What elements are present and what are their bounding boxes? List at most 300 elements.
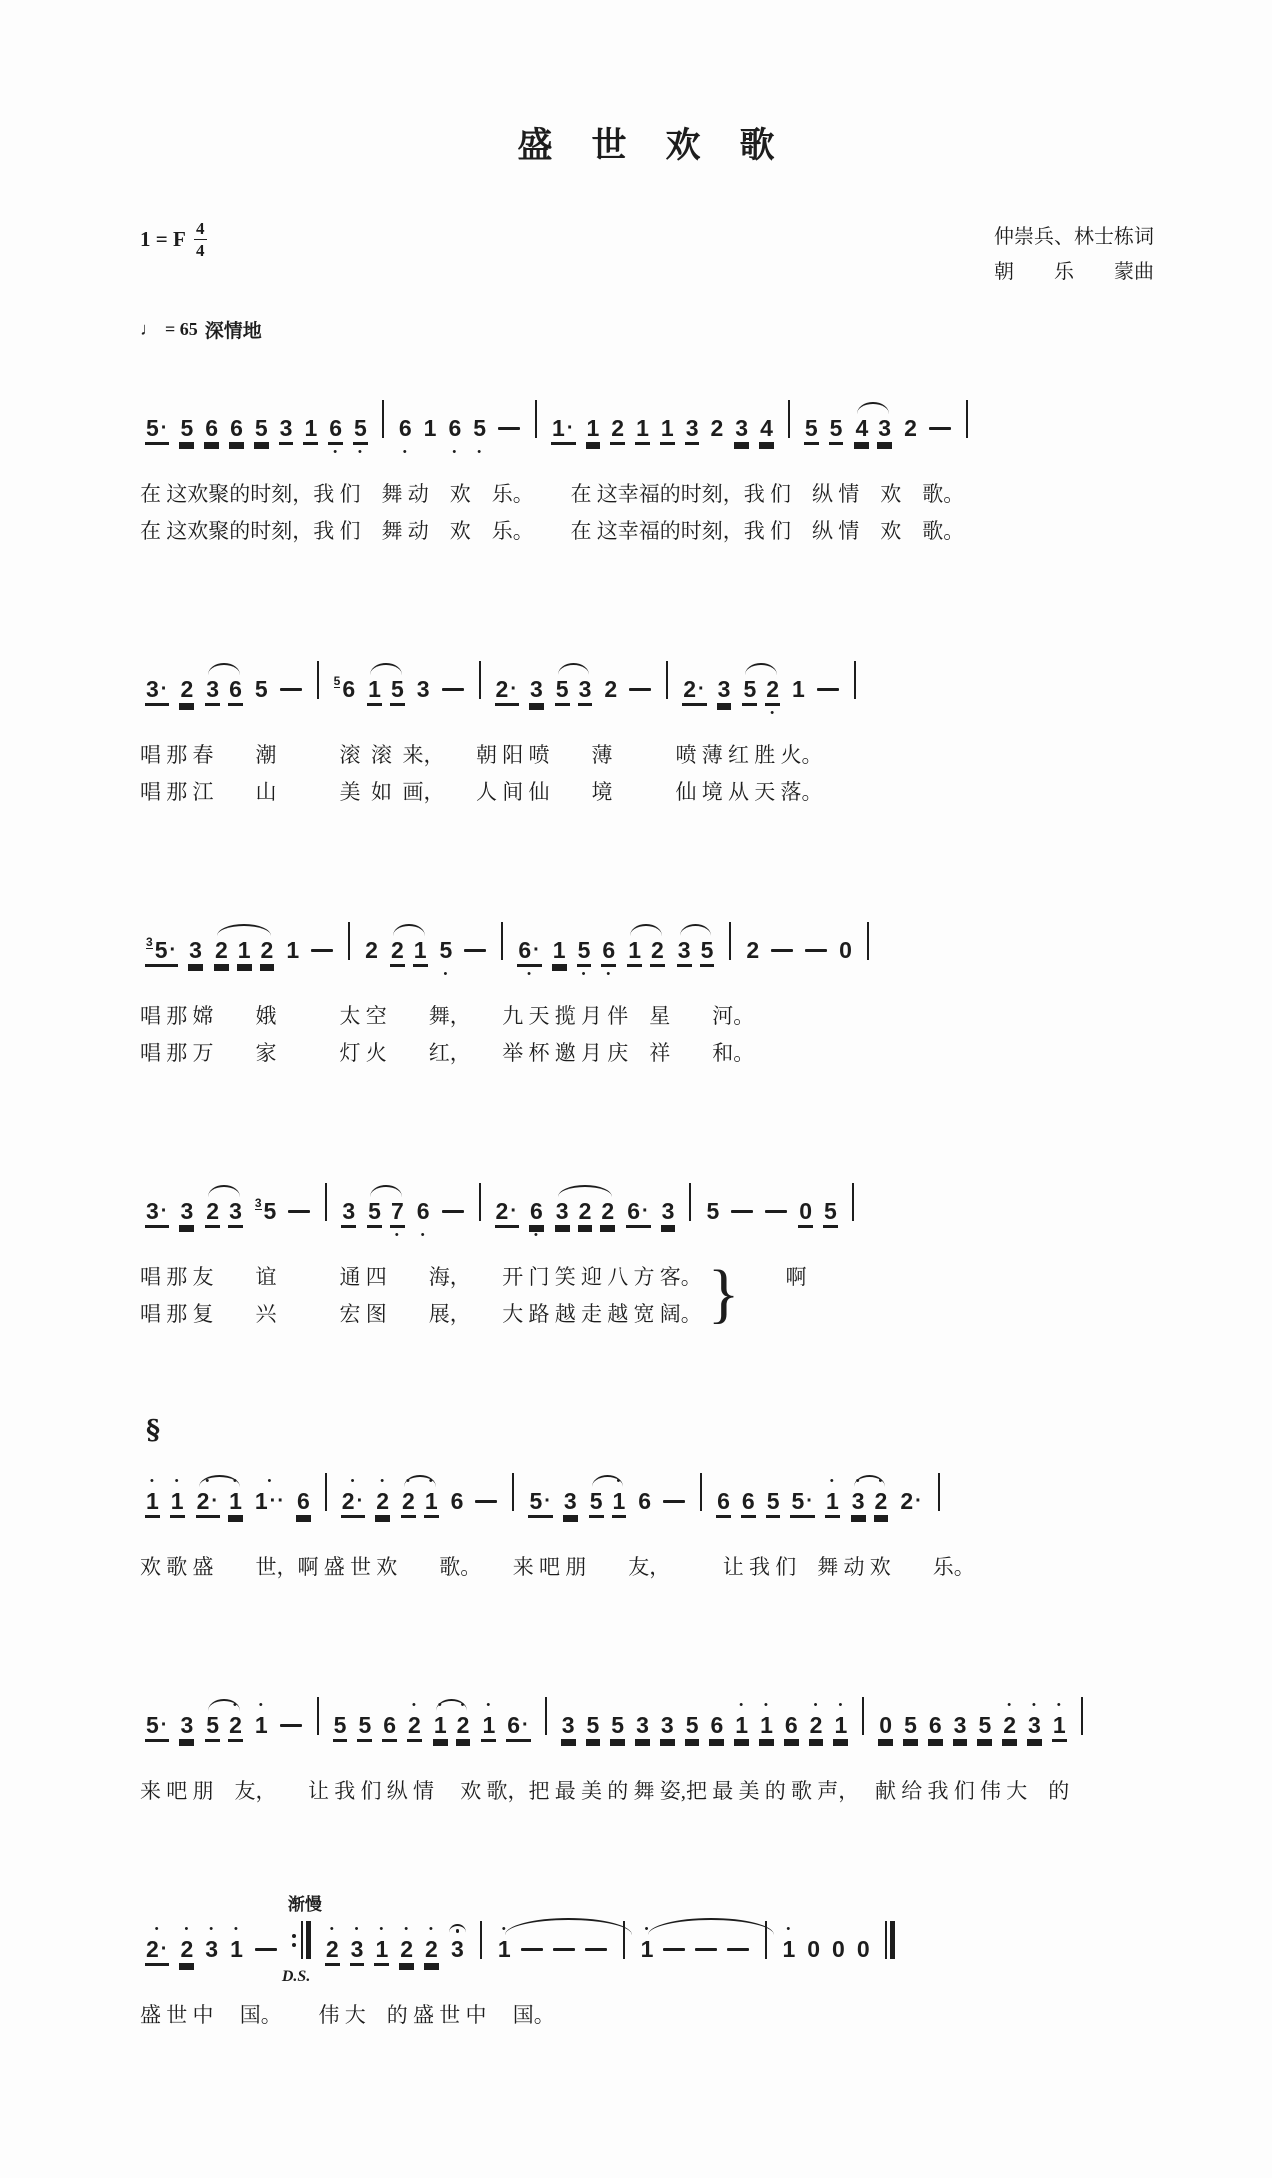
music-system <box>140 373 1154 550</box>
augmentation-dot: · <box>160 1938 169 1960</box>
annotation-ds: D.S. <box>281 1968 311 1985</box>
note <box>433 1700 448 1757</box>
note <box>495 664 519 721</box>
note-value: 5 · <box>146 415 169 441</box>
note-value: 4 <box>760 415 773 441</box>
grace-note: 5 <box>333 674 341 688</box>
music-line <box>140 895 1154 982</box>
note <box>742 664 757 721</box>
note <box>626 1186 650 1243</box>
note <box>382 1700 397 1757</box>
note-upper: • <box>486 1699 492 1711</box>
note <box>953 1700 968 1757</box>
note-upper: • <box>644 1923 650 1935</box>
note-upper: • <box>501 1923 507 1935</box>
slur-group <box>551 664 597 721</box>
lyric-column <box>140 476 964 550</box>
note-value: 2 <box>904 415 917 441</box>
note-value: 1 <box>375 1936 389 1962</box>
barline <box>535 403 537 438</box>
note-value: 5 <box>206 1712 220 1738</box>
duration-dash <box>279 664 303 721</box>
note-upper: • <box>813 1699 819 1711</box>
note <box>416 1186 431 1243</box>
note <box>229 403 244 460</box>
note <box>450 1476 465 1533</box>
duration-dash <box>474 1476 498 1533</box>
note <box>831 1924 846 1981</box>
note-value: 2 <box>402 1488 415 1514</box>
duration-dash <box>497 403 521 460</box>
note-value: 1 ·· <box>254 1488 285 1514</box>
note-value: 3 5 <box>254 1196 277 1224</box>
duration-dash <box>520 1924 544 1981</box>
note <box>228 1476 243 1533</box>
barline <box>382 403 384 438</box>
note <box>145 1700 169 1757</box>
note <box>179 1924 194 1981</box>
note-value: 3 <box>342 1198 356 1224</box>
music-system <box>140 1156 1154 1333</box>
fermata-icon <box>449 1924 466 1935</box>
note <box>333 664 356 721</box>
note-value: 2 <box>710 415 724 441</box>
barline <box>348 925 350 960</box>
lyric-row: 欢 歌 盛 世，啊 盛 世 欢 歌。 来 吧 朋 友， 让 我 们 舞 动 欢 乐。 <box>140 1555 975 1579</box>
lyric-row: 唱 那 复 兴 宏 图 展， 大 路 越 走 越 宽 阔。 <box>140 1302 702 1326</box>
note <box>833 1700 848 1757</box>
note-value: 3 <box>953 1712 967 1738</box>
note-value: 2 <box>1003 1712 1017 1738</box>
barline <box>325 1186 327 1221</box>
note <box>903 1700 918 1757</box>
note-upper: • <box>205 1475 211 1487</box>
note-value: 3 <box>735 415 749 441</box>
barline <box>700 1476 702 1511</box>
note <box>661 1186 676 1243</box>
barline <box>317 1700 319 1735</box>
note-value: 6 <box>296 1488 310 1514</box>
lyric-column <box>140 1997 555 2034</box>
note-value: 5 <box>685 1712 699 1738</box>
note-value: 6 <box>741 1488 755 1514</box>
lyric-row: 在 这欢聚的时刻，我 们 舞 动 欢 乐。 在 这幸福的时刻，我 们 纵 情 欢 歌。 <box>140 519 965 543</box>
note <box>341 1186 356 1243</box>
note-upper: • <box>838 1699 844 1711</box>
slur-group <box>201 664 247 721</box>
note-value: 1 <box>640 1936 654 1962</box>
note <box>416 664 431 721</box>
note-value: 5 · <box>146 1712 169 1738</box>
note-value: 7 <box>390 1198 404 1224</box>
note-value: 2 <box>408 1712 421 1738</box>
music-system <box>140 1894 1154 2034</box>
lyric-row: 唱 那 嫦 娥 太 空 舞， 九 天 揽 月 伴 星 河。 <box>140 1004 755 1028</box>
note <box>374 1924 389 1981</box>
music-line <box>140 634 1154 721</box>
note <box>600 1186 615 1243</box>
duration-dash <box>816 664 840 721</box>
duration-dash <box>310 925 334 982</box>
note <box>214 925 229 982</box>
tie-group <box>493 1924 612 1981</box>
segno-icon: § <box>146 1415 161 1446</box>
barline <box>729 925 731 960</box>
note-value: 5 <box>368 1198 381 1224</box>
note-value: 1 <box>825 1488 839 1514</box>
note <box>350 1924 365 1981</box>
note-value: 1 <box>1052 1712 1066 1738</box>
note <box>660 1700 675 1757</box>
note <box>145 664 169 721</box>
note-value: 3 <box>279 415 293 441</box>
note-value: 6 <box>928 1712 942 1738</box>
note-value: 2 <box>601 1198 615 1224</box>
note-value: 6 · <box>627 1198 650 1224</box>
note-value: 5 <box>743 676 757 702</box>
lyrics-block <box>140 1259 1154 1333</box>
duration-dash <box>441 664 465 721</box>
note <box>296 1476 311 1533</box>
slur-group <box>363 664 409 721</box>
barline <box>480 1924 482 1959</box>
note-value: 6 <box>416 1198 430 1224</box>
duration-dash <box>770 925 794 982</box>
note <box>734 1700 749 1757</box>
note-upper: • <box>855 1475 861 1487</box>
note-upper: • <box>406 1475 411 1487</box>
note <box>145 925 178 982</box>
tempo-marking <box>140 316 1154 343</box>
music-line <box>140 1670 1154 1757</box>
note <box>399 1924 414 1981</box>
note <box>390 664 405 721</box>
note <box>612 1476 627 1533</box>
note-value: 5 <box>390 676 404 702</box>
note <box>205 1186 220 1243</box>
note-lower: • <box>770 707 776 719</box>
note-value: 3 <box>180 1712 194 1738</box>
note <box>798 1186 813 1243</box>
note <box>589 1476 604 1533</box>
lyric-row: 在 这欢聚的时刻，我 们 舞 动 欢 乐。 在 这幸福的时刻，我 们 纵 情 欢 歌。 <box>140 482 965 506</box>
note <box>205 1700 220 1757</box>
note-value: 6 <box>329 415 343 441</box>
note-upper: • <box>154 1923 160 1935</box>
barline <box>867 925 869 960</box>
lyric-column <box>140 1773 1069 1810</box>
note-value: 0 <box>799 1198 813 1224</box>
note-upper: • <box>878 1475 884 1487</box>
note-value: 5 <box>589 1488 603 1514</box>
lyric-tail: 啊 <box>785 1265 807 1289</box>
duration-dash <box>254 1924 278 1981</box>
note <box>333 1700 348 1757</box>
note-value: 1 <box>423 415 437 441</box>
note-value: 5 <box>611 1712 625 1738</box>
augmentation-dot: · <box>160 678 169 700</box>
note-value: 5 <box>333 1712 347 1738</box>
barline <box>854 664 856 699</box>
score-body <box>140 373 1154 2034</box>
note <box>423 403 438 460</box>
augmentation-dot: · <box>566 417 575 439</box>
note <box>260 925 275 982</box>
barline <box>966 403 968 438</box>
note-value: 3 <box>205 1936 219 1962</box>
note <box>325 1924 340 1981</box>
note-value: 3 <box>416 676 430 702</box>
note-value: 5 <box>473 415 487 441</box>
note <box>413 925 428 982</box>
augmentation-dot: · <box>211 1490 220 1512</box>
lyric-row: 来 吧 朋 友， 让 我 们 纵 情 欢 歌，把 最 美 的 舞 姿,把 最 美 的 歌 声， 献 给 我 们 伟 大 的 <box>140 1779 1070 1803</box>
note <box>254 1186 277 1243</box>
note <box>367 1186 382 1243</box>
note-value: 6 <box>205 415 219 441</box>
note <box>495 1186 519 1243</box>
note-value: 2 · <box>900 1488 923 1514</box>
note-value: 0 <box>807 1936 821 1962</box>
final-barline <box>885 1924 895 1959</box>
note-value: 5 <box>439 937 453 963</box>
note <box>179 1700 194 1757</box>
note <box>254 1700 269 1757</box>
note-value: 3 <box>661 1198 675 1224</box>
barline <box>317 664 319 699</box>
note <box>627 925 642 982</box>
barline <box>545 1700 547 1735</box>
music-line <box>140 1156 1154 1243</box>
credits <box>994 220 1154 290</box>
note-upper: • <box>354 1923 360 1935</box>
note-value: 1 <box>636 415 649 441</box>
slur-group <box>673 925 719 982</box>
note-value: 1 <box>368 676 381 702</box>
note <box>745 925 760 982</box>
barline <box>938 1476 940 1511</box>
lyric-column <box>140 737 823 811</box>
note-upper: • <box>1032 1699 1037 1711</box>
music-line <box>140 373 1154 460</box>
music-system <box>140 634 1154 811</box>
ending-brace: } <box>707 1257 740 1330</box>
meta-row <box>140 220 1154 290</box>
song-title: 盛 世 欢 歌 <box>517 126 777 165</box>
note-upper: • <box>739 1699 745 1711</box>
note <box>838 925 853 982</box>
note-value: 2 · <box>495 1198 518 1224</box>
note-value: 2 <box>214 937 228 963</box>
note-value: 1 <box>304 415 318 441</box>
note <box>481 1700 496 1757</box>
slur-group <box>623 925 669 982</box>
note <box>398 403 413 460</box>
duration-dash <box>730 1186 754 1243</box>
augmentation-dot: · <box>510 1200 518 1222</box>
note-value: 1 <box>735 1712 749 1738</box>
note-value: 6 <box>784 1712 798 1738</box>
note-upper: • <box>267 1475 273 1487</box>
note-value: 1 <box>237 937 251 963</box>
note-upper: • <box>616 1475 622 1487</box>
annotation-ritard: 渐慢 <box>287 1895 322 1914</box>
fraction-line <box>194 239 207 241</box>
note <box>357 1700 372 1757</box>
music-line <box>140 1894 1154 1985</box>
note-value: 1 · <box>552 415 575 441</box>
note-upper: • <box>829 1475 835 1487</box>
note-value: 3 <box>189 937 202 963</box>
note <box>791 664 806 721</box>
note-value: 6 <box>530 1198 543 1224</box>
duration-dash <box>552 1924 576 1981</box>
note <box>635 403 650 460</box>
note <box>555 664 570 721</box>
slur-group <box>201 1186 247 1243</box>
barline <box>689 1186 691 1221</box>
note <box>279 403 294 460</box>
note <box>145 1924 169 1981</box>
note <box>341 1476 365 1533</box>
note-value: 1 <box>254 1712 268 1738</box>
note-value: 5 <box>706 1198 720 1224</box>
note <box>228 1186 243 1243</box>
note <box>677 925 692 982</box>
note <box>303 403 318 460</box>
note-upper: • <box>209 1923 215 1935</box>
note-value: 3 <box>530 676 543 702</box>
augmentation-dot: · <box>533 939 541 961</box>
slur-group <box>210 925 278 982</box>
duration-dash <box>287 1186 311 1243</box>
note-value: 1 <box>230 1936 243 1962</box>
note <box>390 925 405 982</box>
note <box>196 1476 220 1533</box>
barline <box>325 1476 327 1511</box>
note <box>285 925 300 982</box>
note <box>825 1476 840 1533</box>
note <box>229 1924 244 1981</box>
slur-group <box>551 1186 619 1243</box>
barline <box>1081 1700 1083 1735</box>
note-value: 3 <box>878 415 892 441</box>
barline <box>501 925 503 960</box>
note <box>364 925 379 982</box>
note <box>456 1700 471 1757</box>
note-value: 5 <box>555 676 569 702</box>
note <box>179 1186 194 1243</box>
quarter-note-icon: ♩ <box>140 319 158 339</box>
note-upper: • <box>258 1699 264 1711</box>
note-value: 1 <box>760 1712 773 1738</box>
note-value: 2 <box>376 1488 390 1514</box>
note <box>734 403 749 460</box>
lyrics-block <box>140 998 1154 1072</box>
note-value: 2 · <box>196 1488 220 1514</box>
note-value: 5 <box>586 1712 600 1738</box>
slur-group <box>192 1476 247 1533</box>
note <box>170 1476 185 1533</box>
note-upper: • <box>380 1475 386 1487</box>
note-lower: • <box>581 968 587 980</box>
barline <box>623 1924 625 1959</box>
note-value: 5 · <box>529 1488 552 1514</box>
music-system <box>140 895 1154 1072</box>
note-value: 0 <box>879 1712 893 1738</box>
tempo-value: = 65 <box>165 319 198 339</box>
duration-dash <box>279 1700 303 1757</box>
note-value: 2 <box>874 1488 888 1514</box>
note-value: 4 <box>855 415 869 441</box>
note-upper: • <box>234 1923 239 1935</box>
note-value: 0 <box>839 937 852 963</box>
note-lower: • <box>452 446 458 458</box>
note <box>928 1700 943 1757</box>
note-value: 1 <box>586 415 600 441</box>
note <box>705 1186 720 1243</box>
note-value: 2 <box>809 1712 823 1738</box>
augmentation-dot: · <box>160 1714 169 1736</box>
lyrics-block <box>140 1549 1154 1586</box>
note-upper: • <box>329 1923 335 1935</box>
note <box>528 1476 552 1533</box>
note-value: 6 <box>230 415 243 441</box>
slur-group <box>397 1476 443 1533</box>
note <box>204 403 219 460</box>
grace-note: 3 <box>146 935 153 949</box>
duration-dash <box>584 1924 608 1981</box>
slur-group <box>847 1476 893 1533</box>
augmentation-dot: · <box>806 1490 814 1512</box>
note-value: 6 <box>383 1712 397 1738</box>
note-value: 6 <box>710 1712 724 1738</box>
note-value: 2 · <box>341 1488 365 1514</box>
barline <box>666 664 668 699</box>
note <box>851 1476 866 1533</box>
note-lower: • <box>606 968 612 980</box>
augmentation-dot: · <box>915 1490 923 1512</box>
note <box>188 925 203 982</box>
note <box>874 1476 889 1533</box>
note <box>660 403 675 460</box>
note-value: 2 · <box>146 1936 169 1962</box>
note-value: 1 <box>612 1488 626 1514</box>
note-upper: • <box>412 1699 417 1711</box>
note-lower: • <box>394 1229 400 1241</box>
note-value: 2 <box>766 676 780 702</box>
note-value: 2 <box>604 676 618 702</box>
note <box>375 1476 390 1533</box>
slur-group <box>386 925 432 982</box>
note-lower: • <box>477 446 483 458</box>
note-value: 3 · <box>146 676 169 702</box>
note-upper: • <box>174 1475 180 1487</box>
note-value: 5 <box>577 937 591 963</box>
note-value: 2 <box>180 676 194 702</box>
note <box>685 403 700 460</box>
lyric-row: 唱 那 友 谊 通 四 海， 开 门 笑 迎 八 方 客。 <box>140 1265 702 1289</box>
note-lower: • <box>420 1229 426 1241</box>
note-value: 3 <box>563 1488 577 1514</box>
note-value: 2 · <box>495 676 518 702</box>
note-value: 3 <box>350 1936 364 1962</box>
note-value: 1 <box>782 1936 796 1962</box>
note-value: 3 5 · <box>146 935 178 963</box>
barline <box>765 1924 767 1959</box>
note <box>552 925 567 982</box>
note-upper: • <box>437 1699 443 1711</box>
